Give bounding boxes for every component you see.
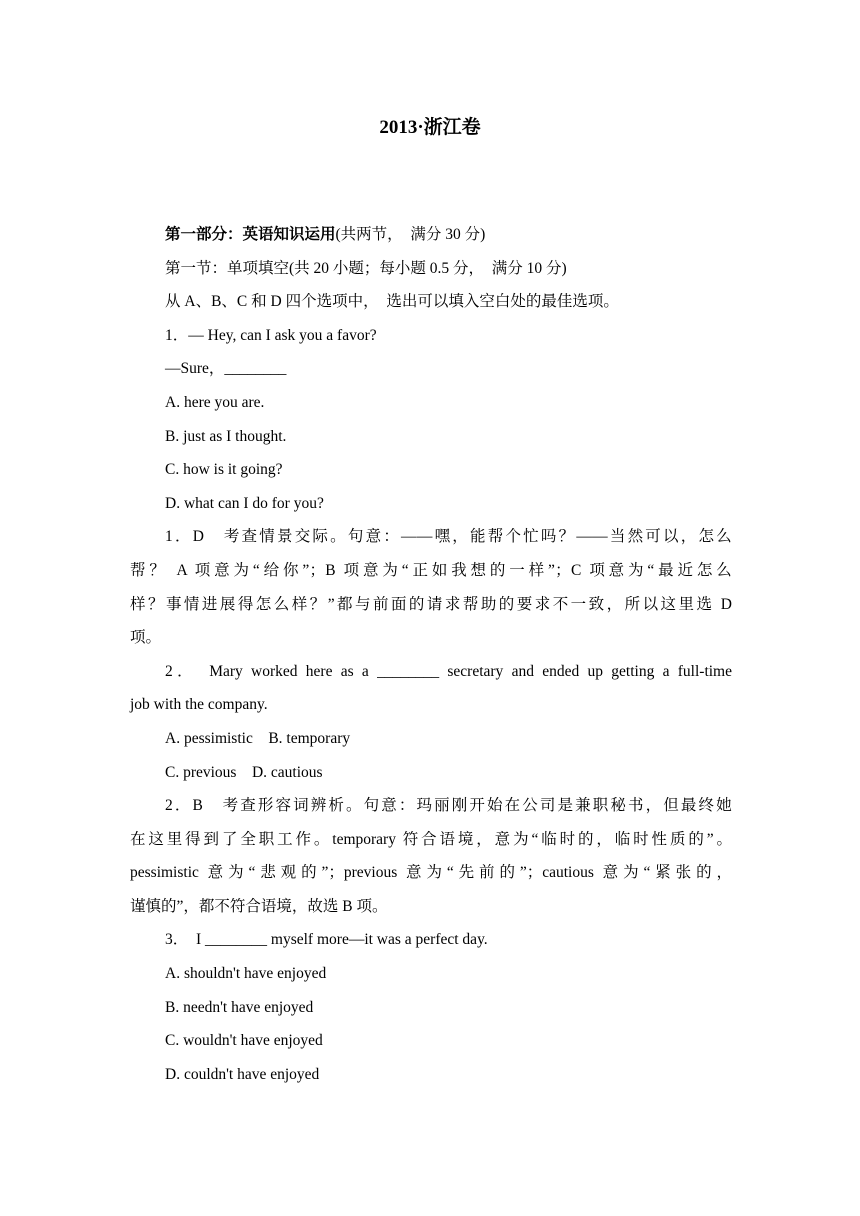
q2-answer-line-3: pessimistic 意为“悲观的”；previous 意为“先前的”；cautious 意为“紧张的， <box>130 864 732 882</box>
q2-stem-line-1: 2． Mary worked here as a ________ secretary and ended up getting a full-time <box>165 662 732 680</box>
q1-option-a: A. here you are. <box>165 393 265 411</box>
subsection-heading: 第一节：单项填空(共 20 小题；每小题 0.5 分， 满分 10 分) <box>165 259 567 277</box>
instruction-text: 从 A、B、C 和 D 四个选项中， 选出可以填入空白处的最佳选项。 <box>165 293 619 311</box>
part-heading <box>130 218 732 252</box>
q3-option-d: D. couldn't have enjoyed <box>165 1065 320 1083</box>
q3-stem: 3． I ________ myself more—it was a perfect day. <box>165 931 488 949</box>
q1-stem: 1．— Hey, can I ask you a favor? <box>165 326 377 344</box>
part-title: 第一部分：英语知识运用 <box>165 226 336 243</box>
q2-stem-line-2: job with the company. <box>130 696 268 714</box>
q1-reply: —Sure，________ <box>165 360 287 378</box>
q1-option-b: B. just as I thought. <box>165 427 287 445</box>
q1-answer-line-2: 帮？ A 项意为“给你”；B 项意为“正如我想的一样”；C 项意为“最近怎么 <box>130 561 732 579</box>
q1-answer-line-3: 样？事情进展得怎么样？”都与前面的请求帮助的要求不一致，所以这里选 D <box>130 595 732 613</box>
q2-answer-line-2: 在这里得到了全职工作。temporary 符合语境，意为“临时的，临时性质的”。 <box>130 830 732 848</box>
q2-answer-line-1: 2．B 考查形容词辨析。句意：玛丽刚开始在公司是兼职秘书，但最终她 <box>165 797 732 815</box>
q1-option-c: C. how is it going? <box>165 461 283 479</box>
q3-option-a: A. shouldn't have enjoyed <box>165 965 327 983</box>
document-body <box>130 218 732 1091</box>
q1-answer-line-4: 项。 <box>130 629 162 647</box>
q1-option-d: D. what can I do for you? <box>165 494 324 512</box>
page-title: 2013·浙江卷 <box>379 117 481 138</box>
q3-option-c: C. wouldn't have enjoyed <box>165 1032 323 1050</box>
q3-option-b: B. needn't have enjoyed <box>165 998 314 1016</box>
q1-answer-line-1: 1．D 考查情景交际。句意：——嘿，能帮个忙吗？——当然可以，怎么 <box>165 528 732 546</box>
q2-answer-line-4: 谨慎的”，都不符合语境，故选 B 项。 <box>130 897 388 915</box>
q2-options-cd: C. previous D. cautious <box>165 763 323 781</box>
q2-options-ab: A. pessimistic B. temporary <box>165 729 351 747</box>
part-note: (共两节， 满分 30 分) <box>335 226 486 243</box>
